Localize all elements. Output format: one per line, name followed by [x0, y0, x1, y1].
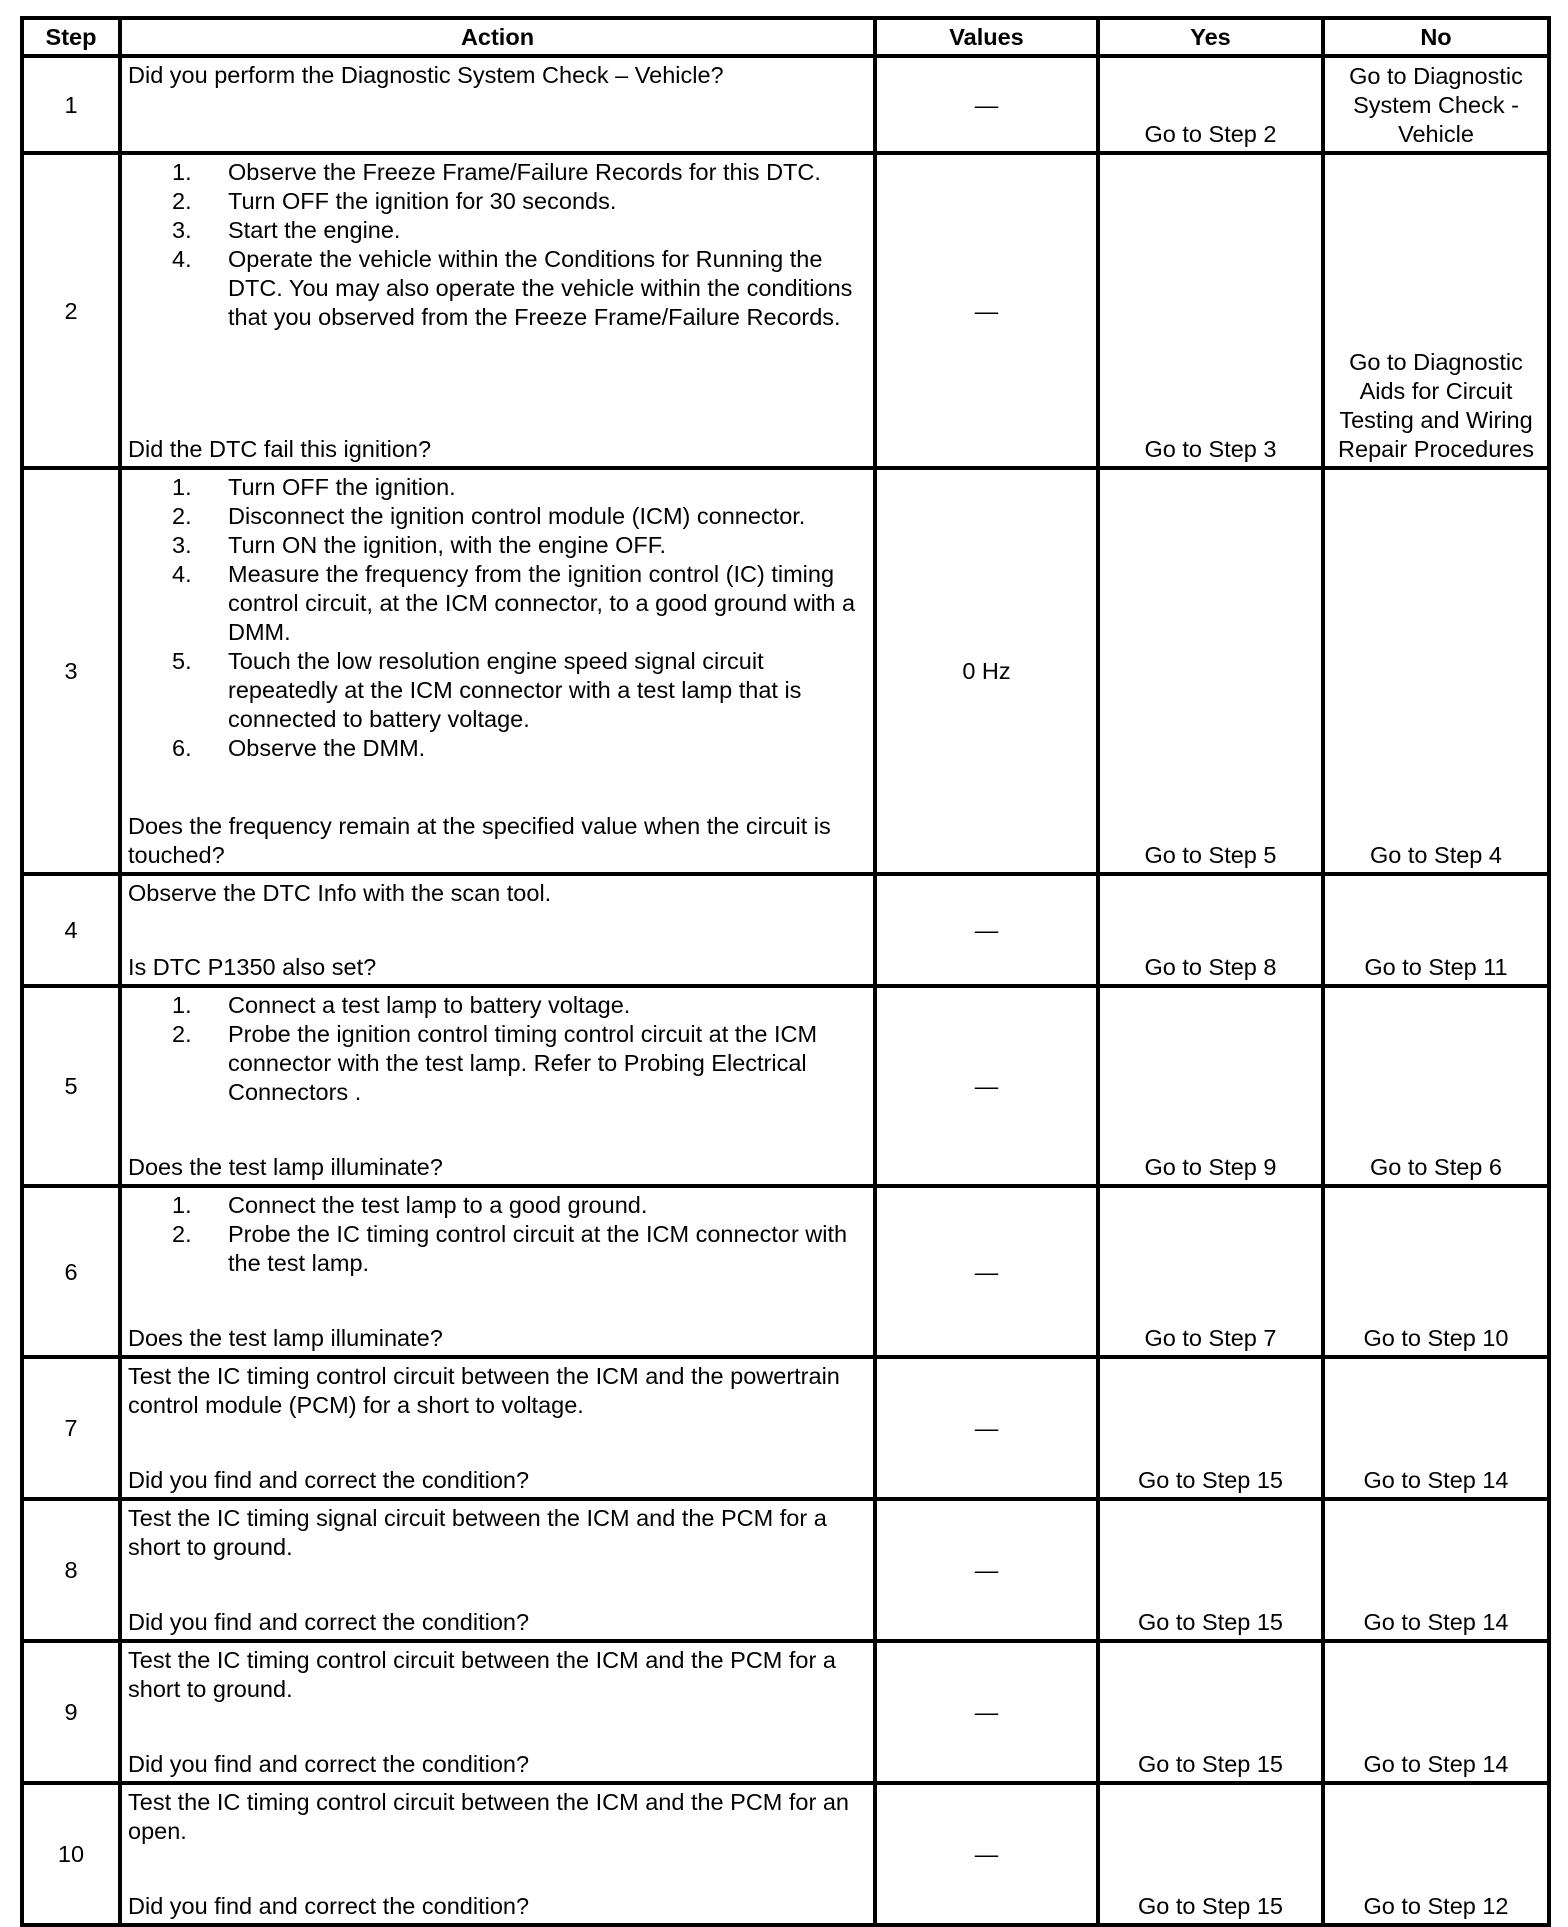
no-action: Go to Step 14 [1323, 1499, 1549, 1641]
list-item-text: Start the engine. [228, 217, 401, 243]
list-item [172, 502, 867, 531]
action-steps-list [128, 991, 867, 1107]
list-item-number: 1. [172, 1192, 192, 1218]
list-item-number: 1. [172, 159, 192, 185]
list-item [172, 560, 867, 647]
action-cell [120, 1357, 875, 1499]
table-row [22, 56, 1549, 153]
list-item-number: 3. [172, 217, 192, 243]
list-item [172, 473, 867, 502]
action-question: Did you find and correct the condition? [128, 1467, 530, 1493]
action-cell [120, 874, 875, 986]
list-item [172, 245, 867, 332]
no-action: Go to Step 11 [1323, 874, 1549, 986]
values-cell: — [875, 1357, 1098, 1499]
action-question: Did you find and correct the condition? [128, 1609, 530, 1635]
action-question: Did the DTC fail this ignition? [128, 436, 432, 462]
action-question: Does the test lamp illuminate? [128, 1325, 443, 1351]
header-action: Action [120, 18, 875, 56]
values-cell: — [875, 56, 1098, 153]
list-item-number: 2. [172, 503, 192, 529]
yes-action: Go to Step 2 [1098, 56, 1323, 153]
list-item-number: 4. [172, 561, 192, 587]
action-intro: Test the IC timing control circuit between the ICM and the powertrain control module (PCM) for a short to voltage. [128, 1363, 840, 1418]
diagnostic-table [20, 16, 1551, 1927]
step-number: 3 [22, 468, 120, 874]
header-step: Step [22, 18, 120, 56]
list-item-text: Turn OFF the ignition. [228, 474, 456, 500]
table-row [22, 1357, 1549, 1499]
list-item-text: Turn OFF the ignition for 30 seconds. [228, 188, 617, 214]
table-row [22, 1641, 1549, 1783]
list-item-text: Connect a test lamp to battery voltage. [228, 992, 631, 1018]
list-item-text: Operate the vehicle within the Conditions for Running the DTC. You may also operate the vehicle within the conditions that you observed from the Freeze Frame/Failure Records. [228, 246, 853, 330]
table-row [22, 1783, 1549, 1925]
values-cell: — [875, 1499, 1098, 1641]
yes-action: Go to Step 5 [1098, 468, 1323, 874]
no-action: Go to Diagnostic Aids for Circuit Testing and Wiring Repair Procedures [1323, 153, 1549, 468]
header-yes: Yes [1098, 18, 1323, 56]
values-cell: — [875, 874, 1098, 986]
list-item [172, 647, 867, 734]
list-item [172, 216, 867, 245]
action-steps-list [128, 158, 867, 332]
action-intro: Did you perform the Diagnostic System Check – Vehicle? [128, 62, 724, 88]
action-cell [120, 1783, 875, 1925]
list-item [172, 1020, 867, 1107]
list-item-number: 4. [172, 246, 192, 272]
no-action: Go to Step 4 [1323, 468, 1549, 874]
list-item-number: 3. [172, 532, 192, 558]
table-row [22, 874, 1549, 986]
list-item [172, 1220, 867, 1278]
step-number: 4 [22, 874, 120, 986]
header-values: Values [875, 18, 1098, 56]
action-cell [120, 153, 875, 468]
step-number: 2 [22, 153, 120, 468]
yes-action: Go to Step 15 [1098, 1783, 1323, 1925]
action-question: Did you find and correct the condition? [128, 1751, 530, 1777]
action-intro: Test the IC timing control circuit between the ICM and the PCM for a short to ground. [128, 1647, 836, 1702]
no-action: Go to Step 14 [1323, 1641, 1549, 1783]
table-row [22, 153, 1549, 468]
table-row [22, 468, 1549, 874]
list-item-number: 2. [172, 1221, 192, 1247]
list-item-number: 6. [172, 735, 192, 761]
list-item-number: 2. [172, 1021, 192, 1047]
action-question: Did you find and correct the condition? [128, 1893, 530, 1919]
list-item-number: 5. [172, 648, 192, 674]
action-cell [120, 56, 875, 153]
list-item-text: Probe the IC timing control circuit at the ICM connector with the test lamp. [228, 1221, 848, 1276]
yes-action: Go to Step 3 [1098, 153, 1323, 468]
step-number: 6 [22, 1186, 120, 1357]
values-cell: — [875, 153, 1098, 468]
action-cell [120, 1641, 875, 1783]
table-row [22, 1499, 1549, 1641]
list-item-number: 2. [172, 188, 192, 214]
step-number: 8 [22, 1499, 120, 1641]
list-item [172, 1191, 867, 1220]
no-action: Go to Step 6 [1323, 986, 1549, 1186]
values-cell: — [875, 1641, 1098, 1783]
action-intro: Test the IC timing control circuit between the ICM and the PCM for an open. [128, 1789, 849, 1844]
action-question: Is DTC P1350 also set? [128, 954, 377, 980]
step-number: 9 [22, 1641, 120, 1783]
list-item-text: Observe the Freeze Frame/Failure Records for this DTC. [228, 159, 821, 185]
values-cell: — [875, 1783, 1098, 1925]
header-row [22, 18, 1549, 56]
list-item-text: Disconnect the ignition control module (ICM) connector. [228, 503, 806, 529]
list-item-text: Connect the test lamp to a good ground. [228, 1192, 648, 1218]
step-number: 7 [22, 1357, 120, 1499]
values-cell: 0 Hz [875, 468, 1098, 874]
list-item-text: Touch the low resolution engine speed signal circuit repeatedly at the ICM connector with a test lamp that is connected to battery voltage. [228, 648, 802, 732]
list-item-number: 1. [172, 474, 192, 500]
list-item-text: Observe the DMM. [228, 735, 426, 761]
action-steps-list [128, 473, 867, 763]
action-cell [120, 986, 875, 1186]
list-item [172, 991, 867, 1020]
list-item-text: Turn ON the ignition, with the engine OFF. [228, 532, 667, 558]
table-body [22, 56, 1549, 1925]
list-item-text: Measure the frequency from the ignition control (IC) timing control circuit, at the ICM connector, to a good ground with a DMM. [228, 561, 856, 645]
list-item [172, 734, 867, 763]
list-item [172, 187, 867, 216]
no-action: Go to Diagnostic System Check - Vehicle [1323, 56, 1549, 153]
action-cell [120, 1499, 875, 1641]
list-item [172, 158, 867, 187]
values-cell: — [875, 986, 1098, 1186]
yes-action: Go to Step 15 [1098, 1499, 1323, 1641]
step-number: 1 [22, 56, 120, 153]
step-number: 5 [22, 986, 120, 1186]
no-action: Go to Step 12 [1323, 1783, 1549, 1925]
yes-action: Go to Step 15 [1098, 1357, 1323, 1499]
yes-action: Go to Step 9 [1098, 986, 1323, 1186]
values-cell: — [875, 1186, 1098, 1357]
no-action: Go to Step 10 [1323, 1186, 1549, 1357]
yes-action: Go to Step 8 [1098, 874, 1323, 986]
action-cell [120, 468, 875, 874]
header-no: No [1323, 18, 1549, 56]
step-number: 10 [22, 1783, 120, 1925]
action-cell [120, 1186, 875, 1357]
action-intro: Observe the DTC Info with the scan tool. [128, 880, 552, 906]
list-item-number: 1. [172, 992, 192, 1018]
table-row [22, 986, 1549, 1186]
action-question: Does the test lamp illuminate? [128, 1154, 443, 1180]
table-row [22, 1186, 1549, 1357]
no-action: Go to Step 14 [1323, 1357, 1549, 1499]
yes-action: Go to Step 15 [1098, 1641, 1323, 1783]
yes-action: Go to Step 7 [1098, 1186, 1323, 1357]
action-intro: Test the IC timing signal circuit between the ICM and the PCM for a short to ground. [128, 1505, 827, 1560]
action-question: Does the frequency remain at the specified value when the circuit is touched? [128, 813, 831, 868]
list-item [172, 531, 867, 560]
action-steps-list [128, 1191, 867, 1278]
list-item-text: Probe the ignition control timing control circuit at the ICM connector with the test lamp. Refer to Probing Electrical Connectors . [228, 1021, 818, 1105]
